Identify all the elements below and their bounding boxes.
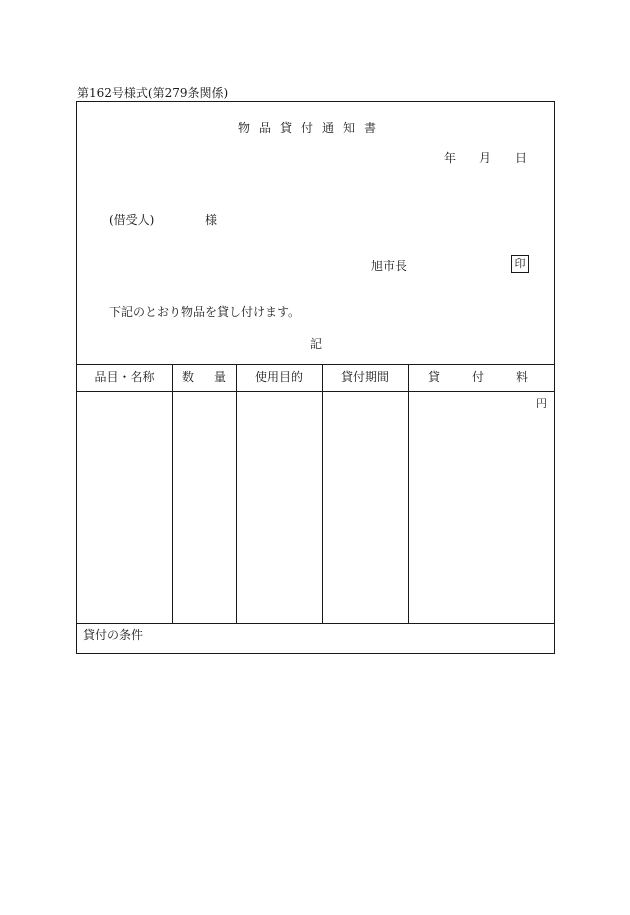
header-period: 貸付期間 bbox=[340, 370, 389, 384]
header-quantity-char: 数 bbox=[182, 370, 195, 384]
column-divider bbox=[322, 364, 323, 623]
header-fee-char: 料 bbox=[515, 370, 528, 384]
header-fee bbox=[408, 364, 554, 391]
date-year-label: 年 bbox=[444, 151, 457, 165]
header-fee-char: 貸 bbox=[428, 370, 441, 384]
header-fee-char: 付 bbox=[471, 370, 484, 384]
borrower-label: (借受人) bbox=[109, 213, 155, 227]
header-purpose: 使用目的 bbox=[254, 370, 303, 384]
issuer-title: 旭市長 bbox=[371, 259, 408, 273]
fee-unit-label: 円 bbox=[536, 397, 547, 410]
column-divider bbox=[408, 364, 409, 623]
table-header-bottom-border bbox=[77, 391, 554, 392]
header-item-name: 品目・名称 bbox=[94, 370, 155, 384]
notice-body-text: 下記のとおり物品を貸し付けます。 bbox=[109, 305, 301, 319]
date-month-label: 月 bbox=[479, 151, 492, 165]
conditions-label: 貸付の条件 bbox=[83, 628, 144, 642]
ki-heading: 記 bbox=[310, 337, 323, 351]
column-divider bbox=[236, 364, 237, 623]
header-quantity bbox=[172, 364, 236, 391]
borrower-honorific: 様 bbox=[205, 213, 218, 227]
document-title: 物品貸付通知書 bbox=[238, 121, 386, 135]
notice-form bbox=[76, 101, 555, 654]
conditions-top-border bbox=[77, 623, 554, 624]
form-number-label: 第162号様式(第279条関係) bbox=[77, 86, 229, 100]
header-quantity-char: 量 bbox=[213, 370, 226, 384]
column-divider bbox=[172, 364, 173, 623]
date-day-label: 日 bbox=[515, 151, 528, 165]
seal-mark: 印 bbox=[511, 255, 529, 273]
